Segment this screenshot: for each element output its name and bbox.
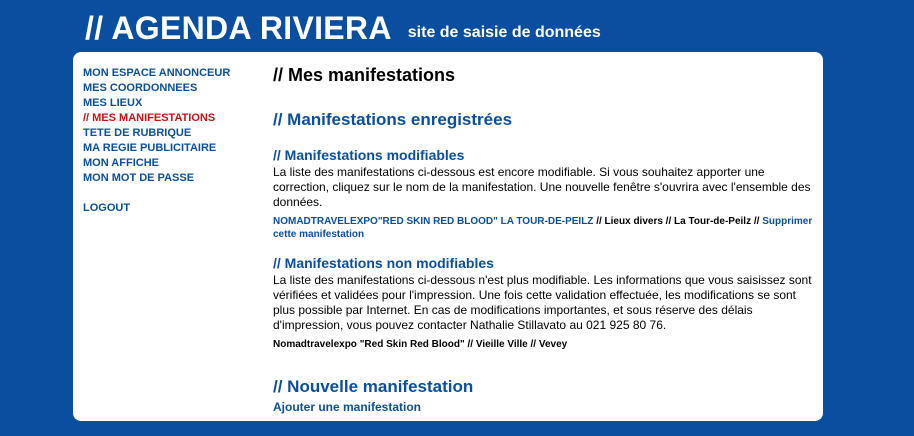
new-event-heading: // Nouvelle manifestation [273, 377, 474, 396]
add-event-link[interactable]: Ajouter une manifestation [273, 400, 422, 414]
registered-heading: // Manifestations enregistrées [273, 110, 513, 129]
sidebar-nav [83, 66, 253, 216]
nav-item-affiche[interactable]: MON AFFICHE [83, 157, 159, 169]
nav-spacer [83, 186, 253, 201]
site-header [85, 6, 601, 46]
non-modifiable-heading: // Manifestations non modifiables [273, 255, 494, 271]
main-content [273, 64, 813, 416]
nav-item-espace-annonceur[interactable]: MON ESPACE ANNONCEUR [83, 67, 231, 79]
modifiable-event-entry [273, 215, 813, 241]
nav-item-mot-de-passe[interactable]: MON MOT DE PASSE [83, 172, 195, 184]
non-modifiable-event-entry: Nomadtravelexpo "Red Skin Red Blood" // Vieille Ville // Vevey [273, 339, 568, 350]
event-city: La Tour-de-Peilz [674, 216, 752, 227]
nav-item-lieux[interactable]: MES LIEUX [83, 97, 143, 109]
nav-item-tete-de-rubrique[interactable]: TETE DE RUBRIQUE [83, 127, 192, 139]
modifiable-description: La liste des manifestations ci-dessous est encore modifiable. Si vous souhaitez apporter une correction, cliquez sur le nom de la manifestation. Une nouvelle fenêtre s'ouvrira avec l'ensemble des données. [273, 165, 811, 209]
event-place: Lieux divers [604, 216, 663, 227]
nav-item-regie-publicitaire[interactable]: MA REGIE PUBLICITAIRE [83, 142, 217, 154]
page-title: // Mes manifestations [273, 65, 456, 85]
delete-event-link[interactable]: Supprimer cette manifestation [273, 216, 813, 240]
site-title: // AGENDA RIVIERA [85, 10, 392, 46]
content-panel [73, 52, 823, 421]
entry-separator: // [662, 216, 675, 227]
nav-item-coordonnees[interactable]: MES COORDONNEES [83, 82, 198, 94]
nav-item-manifestations[interactable]: // MES MANIFESTATIONS [83, 112, 216, 124]
event-edit-link[interactable]: NOMADTRAVELEXPO"RED SKIN RED BLOOD" LA TOUR-DE-PEILZ [273, 216, 594, 227]
site-subtitle: site de saisie de données [407, 24, 601, 41]
entry-separator: // [593, 216, 605, 227]
non-modifiable-description: La liste des manifestations ci-dessous n'est plus modifiable. Les informations que vous saisissez sont vérifiées et validées pour l'impression. Une fois cette validation effectuée, les modifications se sont plus possible par Internet. En cas de modifications importantes, et sous réserve des délais d'impression, vous pouvez contacter Nathalie Stillavato au 021 925 80 76. [273, 273, 812, 332]
entry-separator: // [751, 216, 763, 227]
logout-link[interactable]: LOGOUT [83, 202, 131, 214]
modifiable-heading: // Manifestations modifiables [273, 147, 465, 163]
